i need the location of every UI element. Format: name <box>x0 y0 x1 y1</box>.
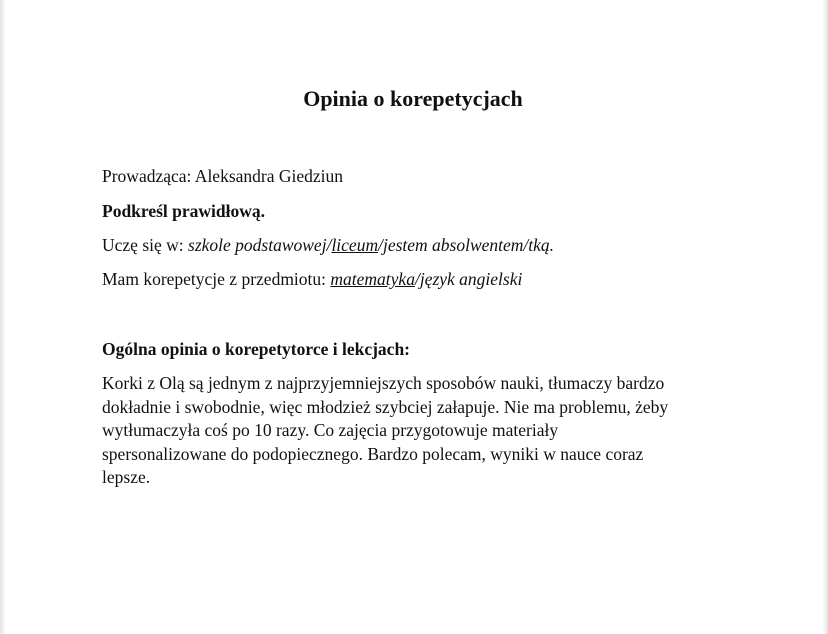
instruction-line: Podkreśl prawidłową. <box>102 201 266 221</box>
subject-option-english: język angielski <box>419 269 523 289</box>
subject-line <box>102 269 522 290</box>
subject-option-math-underlined: matematyka <box>330 269 415 289</box>
opinion-heading: Ogólna opinia o korepetytorce i lekcjach: <box>102 339 411 359</box>
page-edge-left <box>0 0 6 634</box>
opinion-line: spersonalizowane do podopiecznego. Bardzo polecam, wyniki w nauce coraz <box>102 443 644 464</box>
opinion-paragraph <box>102 372 742 490</box>
page-edge-right <box>822 0 828 634</box>
school-line-end: . <box>549 235 555 255</box>
opinion-line: lepsze. <box>102 467 151 488</box>
school-prefix: Uczę się w: <box>102 235 189 255</box>
subject-separator: / <box>414 269 420 289</box>
school-option-primary: szkole podstawowej <box>188 235 327 255</box>
opinion-line: dokładnie i swobodnie, więc młodzież szybciej załapuje. Nie ma problemu, żeby <box>102 396 669 417</box>
opinion-line: wytłumaczyła coś po 10 razy. Co zajęcia przygotowuje materiały <box>102 420 559 441</box>
school-option-highschool-underlined: liceum <box>331 235 379 255</box>
subject-prefix: Mam korepetycje z przedmiotu: <box>102 269 331 289</box>
document-title: Opinia o korepetycjach <box>303 86 523 111</box>
school-line <box>102 235 554 256</box>
tutor-line: Prowadząca: Aleksandra Giedziun <box>102 166 344 186</box>
school-separator-2: / <box>378 235 383 255</box>
school-separator-1: / <box>326 235 332 255</box>
opinion-line: Korki z Olą są jednym z najprzyjemniejszych sposobów nauki, tłumaczy bardzo <box>102 373 665 393</box>
school-option-graduate: jestem absolwentem/tką <box>382 235 550 255</box>
